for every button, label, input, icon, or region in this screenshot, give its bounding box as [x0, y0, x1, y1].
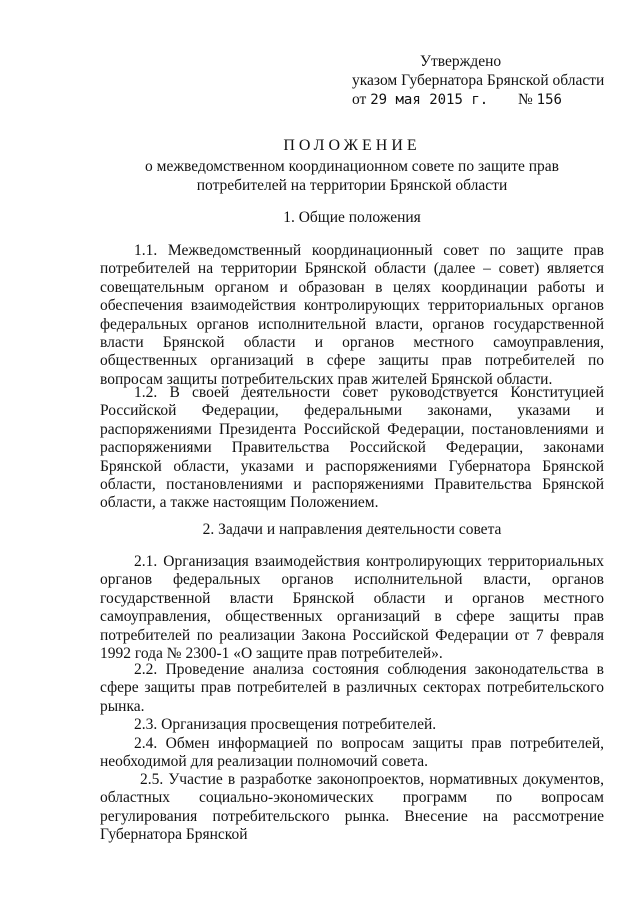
paragraph-1-2: 1.2. В своей деятельности совет руководствуется Конституцией Российской Федерации, федеральными законами, указами и распоряжениями Президента Российской Федерации, постановлениями и распоряжениями Правительства Российской Федерации, законами Брянской области, указами и распоряжениями Губернатора Брянской области, постановлениями и распоряжениями Правительства Брянской области, а также настоящим Положением. — [100, 384, 604, 512]
date-prefix: от — [352, 91, 367, 108]
section-heading: 1. Общие положения — [283, 209, 421, 226]
approval-date-line — [352, 90, 622, 110]
paragraph-2-1: 2.1. Организация взаимодействия контролирующих территориальных органов федеральных органов исполнительной власти, органов государственной власти Брянской области и органов местного самоуправления, общественных организаций в сфере защиты прав потребителей по реализации Закона Российской Федерации от 7 февраля 1992 года № 2300-1 «О защите прав потребителей». — [100, 553, 604, 663]
paragraph-2-5: 2.5. Участие в разработке законопроектов, нормативных документов, областных социально-экономических программ по вопросам регулирования потребительского рынка. Внесение на рассмотрение Губернатора Брянской — [100, 771, 604, 844]
document-subtitle: о межведомственном координационном совете по защите прав потребителей на территории Брянской области — [145, 158, 559, 194]
approval-line-2: указом Губернатора Брянской области — [352, 72, 605, 89]
document-title: ПОЛОЖЕНИЕ — [283, 137, 421, 154]
decree-date: 29 мая 2015 г. — [370, 92, 489, 108]
paragraph-1-1: 1.1. Межведомственный координационный совет по защите прав потребителей на территории Брянской области (далее – совет) является совещательным органом и образован в целях координации работы и обеспечения взаимодействия контролирующих территориальных органов федеральных органов исполнительной власти, органов государственной власти Брянской области и органов местного самоуправления, общественных организаций в сфере защиты прав потребителей по вопросам защиты потребительских прав жителей Брянской области. — [100, 242, 604, 388]
section-heading: 2. Задачи и направления деятельности совета — [202, 521, 502, 538]
approval-line-1: Утверждено — [420, 53, 502, 70]
decree-number: 156 — [536, 92, 562, 108]
approval-stamp — [352, 52, 622, 110]
number-prefix: № — [517, 91, 533, 108]
paragraph-2-2: 2.2. Проведение анализа состояния соблюдения законодательства в сфере защиты прав потребителей в различных секторах потребительского рынка. — [100, 661, 604, 715]
paragraph-2-3: 2.3. Организация просвещения потребителей. — [134, 716, 437, 733]
paragraph-2-4: 2.4. Обмен информацией по вопросам защиты прав потребителей, необходимой для реализации полномочий совета. — [100, 735, 604, 771]
